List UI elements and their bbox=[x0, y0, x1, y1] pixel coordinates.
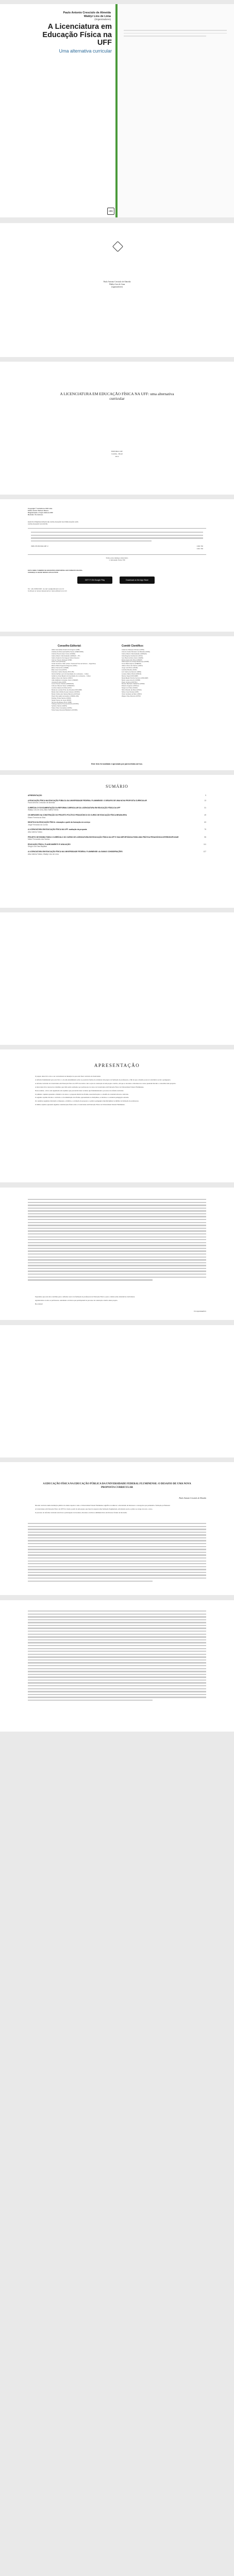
presentation-paragraph: Os capítulos seguintes discutem os impasses, a didática, a avaliação da proposta e a prática pedagógica interdisciplinar no âmbito da formação de professores. bbox=[35, 1100, 139, 1103]
toc-list bbox=[28, 794, 206, 858]
editorial-board-member: Solange Helena Ximenes-Rocha (UFOPA) bbox=[52, 703, 79, 705]
chapter-more-text bbox=[28, 1523, 206, 1583]
scientific-board-member: Wagner Wey Moreira (UFTM) bbox=[122, 694, 141, 697]
scientific-board-member: Victor Andrade de Melo (UFRJ) bbox=[122, 692, 142, 695]
title-page bbox=[0, 362, 234, 495]
copyright-editor: Editor-chefe: Railson Moura bbox=[28, 510, 49, 512]
editorial-board-member: Tadeu Oliver Gonçalves (UFPA) bbox=[52, 707, 72, 709]
toc-entry-author: Mário Fernandes dos Santos bbox=[28, 838, 50, 841]
chapter-heading: A EDUCAÇÃO FÍSICA NA EDUCAÇÃO PÚBLICA DA UNIVERSIDADE FEDERAL FLUMINENSE: O DESAFIO DE UMA NOVA PROPOSTA CURRICULAR bbox=[43, 1483, 191, 1489]
presentation-paragraph: O segundo capítulo discute o currículo e a documentação da reforma, apresentando as disciplinas, os núcleos e a estrutura pedagógica adotada. bbox=[35, 1096, 129, 1099]
catalog-cdu: CDU 796 bbox=[196, 548, 203, 550]
toc-heading: SUMÁRIO bbox=[106, 784, 128, 789]
scientific-board-list bbox=[122, 649, 189, 698]
scientific-board-member: Cyro Bezerra Reis Júnior (UERN) bbox=[122, 656, 143, 659]
editorial-board-member: Carlos Federico Dominguez Avila (Unieuro) bbox=[52, 656, 79, 659]
scientific-board-member: Sérgio Luiz Dias (UFAM) bbox=[122, 687, 138, 689]
scientific-board-member: Mario Lopes Amorim (UFRR) bbox=[122, 679, 141, 681]
scientific-board-member: Roberto Augusto (UFSCar) bbox=[122, 685, 139, 687]
toc-entry-title: A LICENCIATURA EM EDUCAÇÃO FÍSICA NA UNIVERSIDADE FEDERAL FLUMINENSE: ALGUMAS CONSIDERAÇÕES bbox=[28, 850, 123, 853]
editorial-board-member: Maria de Lourdes Pinto de Almeida (UNICAMP) bbox=[52, 689, 82, 691]
toc-entry[interactable] bbox=[28, 814, 206, 819]
chapter-page bbox=[0, 1462, 234, 1595]
scientific-board-member: Célia Regina Vendramini (UFSC) bbox=[122, 654, 143, 657]
editorial-board-member: Maria Cristina dos Santos Bezerra (UFSCar) bbox=[52, 692, 80, 695]
toc-entry-title: APRESENTAÇÃO bbox=[28, 794, 42, 796]
editorial-board-member: João Adalberto Campato Junior (UNESP) bbox=[52, 679, 78, 681]
cover-title: A Licenciatura em Educação Física na UFF bbox=[42, 23, 112, 47]
toc-entry-page: 13 bbox=[204, 799, 206, 802]
catalog-index: Índice para catálogo sistemático 1. Educação Física 796 bbox=[106, 557, 128, 561]
title-page-title: A LICENCIATURA EM EDUCAÇÃO FÍSICA NA UFF: uma alternativa curricular bbox=[60, 392, 174, 401]
editorial-board-member: Elizeu Clementino (UNEB) bbox=[52, 667, 69, 669]
catalog-cdd: CDD 796 bbox=[196, 545, 203, 547]
toc-entry-author: Alba Valéria Toledo; Waldyr Lins de Lima bbox=[28, 853, 59, 855]
scientific-board-heading: Comitê Científico: bbox=[122, 645, 144, 648]
toc-entry-author: Jorge Fernando da Cunha bbox=[28, 823, 48, 826]
editorial-board-member: Rodrigo Pratte-Santos (UFES) bbox=[52, 697, 71, 699]
editorial-board-heading: Conselho Editorial: bbox=[58, 645, 81, 648]
presentation-paragraph: A ideia deste livro nasceu dos trabalhos que vêm sendo realizados por professores do curso de Licenciatura em Educação Física da Universidade Federal Fluminense. bbox=[35, 1086, 144, 1088]
toc-entry[interactable] bbox=[28, 828, 206, 833]
catalog-isbn: ISBN 978-85-8042-987-3 bbox=[31, 545, 48, 547]
editorial-board-member: Antônio Pereira Gaio Júnior (UFRRJ) bbox=[52, 652, 76, 655]
publisher-contact: Tel.: (41) 3039-6418 - E-mail: sac@editoracrv.com.br Conheça os nossos lançamentos: www.editoracrv.com.br bbox=[28, 588, 67, 592]
scientific-board-member: Eloisa Aparecida Silva (UNESP) bbox=[122, 658, 142, 661]
scientific-board-member: Sidnei José Nicolau (USP) bbox=[122, 691, 139, 693]
publisher-logo: CRV bbox=[107, 208, 114, 215]
editorial-board-member: Josania Portela (UFPI) bbox=[52, 681, 66, 683]
title-page-publisher: EDITORA CRV bbox=[111, 450, 123, 452]
presentation-heading: APRESENTAÇÃO bbox=[94, 1063, 140, 1068]
editorial-board-member: Andréia da Silva Quintanilha Sousa (UNIR/UFRN) bbox=[52, 650, 84, 653]
title-page-year: 2014 bbox=[115, 455, 119, 457]
editorial-board-member: Gloria Fariñas León (Universidade de La Havana – Cuba) bbox=[52, 672, 89, 675]
cover-page bbox=[0, 4, 234, 217]
scientific-board-member: Maria Beatriz Rocha Ferreira (UNICAMP) bbox=[122, 676, 148, 679]
toc-entry[interactable] bbox=[28, 836, 206, 841]
presentation-closing bbox=[28, 1296, 206, 1307]
scientific-board-member: Anderson Marques Moraes (UFPE) bbox=[122, 649, 144, 651]
toc-entry[interactable] bbox=[28, 843, 206, 848]
toc-entry-page: 79 bbox=[204, 828, 206, 831]
toc-entry-title: A LICENCIATURA EM EDUCAÇÃO FÍSICA NA UFF: avaliação da proposta bbox=[28, 828, 87, 831]
editorial-board-member: Cesar Gerónimo Tello (Univer. Nacional Três de Febrero – Argentina) bbox=[52, 663, 96, 665]
scientific-board-member: Silvio Ricardo da Silva (UFMG) bbox=[122, 689, 142, 691]
catalog-heading: DADOS INTERNACIONAIS DE CATALOGAÇÃO NA PUBLICAÇÃO (CIP) CATALOGAÇÃO NA FONTE bbox=[28, 521, 79, 525]
toc-entry[interactable] bbox=[28, 821, 206, 826]
editorial-board-member: Lourdes Helena da Silva (UFV) bbox=[52, 687, 72, 689]
scientific-board-member: Ludmila Mourão (UFJF) bbox=[122, 669, 137, 671]
chapter-continued-page bbox=[0, 1600, 234, 1732]
editorial-board-member: Paulo Romualdo Hernandes (UNIFAL-MG) bbox=[52, 694, 79, 697]
editorial-board-member: Jailson Alves dos Santos (UFRJ) bbox=[52, 676, 73, 679]
toc-entry-title: EDUCAÇÃO FÍSICA, PLANEJAMENTO E AVALIAÇÃO bbox=[28, 843, 71, 845]
toc-entry-title: CURRÍCULO E DOCUMENTAÇÃO DA REFORMA CURRICULAR DA LICENCIATURA EM EDUCAÇÃO FÍSICA DA UFF bbox=[28, 806, 121, 809]
editorial-board-member: Tania Suely Azevedo Brasileiro (UFOPA) bbox=[52, 709, 78, 711]
presentation-paragraph: A reforma curricular da Licenciatura em Educação Física da UFF teve início com a ação de construção de um projeto coletivo, em que os docentes e discentes dos cursos puderam discutir e consolidar uma proposta. bbox=[35, 1082, 176, 1084]
editorial-board-member: Celso Conti (UFSCar) bbox=[52, 660, 66, 663]
catalog-box bbox=[28, 528, 206, 555]
copyright-rights: Copyright © da Editora CRV Ltda. bbox=[28, 507, 53, 510]
toc-entry-title: A EDUCAÇÃO FÍSICA NA EDUCAÇÃO PÚBLICA DA UNIVERSIDADE FEDERAL FLUMINENSE: O DESAFIO DE UMA NOVA PROPOSTA CURRICULAR bbox=[28, 799, 147, 802]
editorial-board-member: Maria Lília Imbiriba Sousa Colares (UFOPA) bbox=[52, 691, 80, 693]
toc-entry-title: OS IMPASSES NA CONSTRUÇÃO DO PROJETO POLÍTICO PEDAGÓGICO DO CURSO DE EDUCAÇÃO FÍSICA BRASILEIRA bbox=[28, 814, 127, 816]
editorial-board-member: Guillermo Arias Beatón (Universidade de La Havana – Cuba) bbox=[52, 674, 91, 677]
toc-entry-page: 95 bbox=[204, 836, 206, 838]
presentation-paragraph: O projeto deste livro veio a ser concretizado na intenção do que seria fazer currículo de licenciatura. bbox=[35, 1075, 101, 1077]
cover-role: (Organizadores) bbox=[94, 18, 111, 21]
editorial-board-member: Sydione Santos (UEPG) bbox=[52, 705, 68, 707]
toc-entry-author: Alba Valéria Toledo bbox=[28, 831, 43, 833]
editorial-board-member: Aldira Guimarães Duarte Domínguez (UNB) bbox=[52, 649, 80, 651]
title-page-city: Curitiba - Brasil bbox=[111, 453, 123, 455]
chapter-paragraph: O processo de reforma curricular envolveu a participação de docentes, discentes e técnicos administrativos em diversos fóruns de discussão. bbox=[35, 1511, 127, 1514]
scientific-board-member: Jorge Luis Ricon (UFAM) bbox=[122, 667, 138, 669]
editorial-board-list bbox=[52, 649, 119, 711]
presentation-body bbox=[28, 1075, 206, 1107]
scientific-board-member: Luiz Carlos de Alencar (UFPE) bbox=[122, 670, 142, 673]
app-store-badge[interactable]: Download on the App Store bbox=[120, 577, 155, 584]
toc-entry-title: PROJETO DE ENSINO PARA O CURRÍCULO DO CURSO DE LICENCIATURA EM EDUCAÇÃO FÍSICA DA UFF E SUA IMPORTÂNCIA PARA UMA PRÁTICA PEDAGÓGICA INTERDISCIPLINAR bbox=[28, 836, 179, 838]
editorial-board-member: Elione Maria Nogueira Diogenes (UFAL) bbox=[52, 665, 77, 667]
presentation-paragraph: O primeiro capítulo apresenta o histórico do curso e a proposta inicial da reforma, suas motivações e o desafio de construir um novo currículo. bbox=[35, 1093, 129, 1095]
toc-entry-page: 127 bbox=[203, 850, 206, 853]
presentation-closing-paragraph: Esperamos que esta obra contribua para a reflexão acerca da formação de professores de Educação Física e para o debate sobre alternativas curriculares. bbox=[35, 1296, 136, 1298]
toc-entry[interactable] bbox=[28, 851, 206, 855]
toc-entry-author: Sérgio Luiz Dias Baptista bbox=[28, 845, 47, 848]
toc-entry[interactable] bbox=[28, 800, 206, 804]
cover-subtitle: Uma alternativa curricular bbox=[59, 48, 112, 54]
copyright-revision: Revisão: Os Autores bbox=[28, 514, 43, 516]
cover-authors: Paulo Antonio Cresciulo de Almeida Waldyr Lins de Lima bbox=[63, 11, 111, 18]
scientific-board-member: Paulo Ventura (UNITAU) bbox=[122, 681, 138, 683]
chapter-paragraph: A Licenciatura em Educação Física da UFF foi criada a partir de um projeto que buscava superar uma formação fragmentada, articulando teoria e prática ao longo de todo o curso. bbox=[35, 1507, 153, 1510]
editorial-board-member: Carmen Tereza Velanga (UNIR) bbox=[52, 658, 72, 661]
editorial-board-member: Lídia de Oliveira Xavier (UNIEURO) bbox=[52, 685, 75, 687]
toc-entry-author: Waldyr Lins de Lima; Alba Valéria Toledo bbox=[28, 809, 59, 811]
half-title-role: (organizadores) bbox=[111, 286, 123, 288]
toc-entry-page: 31 bbox=[204, 806, 206, 809]
toc-entry-author: Paulo Antonio Cresciulo de Almeida bbox=[28, 802, 55, 804]
presentation-page bbox=[0, 1049, 234, 1182]
presentation-closing-paragraph: Boa leitura! bbox=[35, 1302, 43, 1305]
toc-entry-page: 111 bbox=[203, 843, 206, 845]
chapter-continued-text bbox=[28, 1611, 206, 1703]
copyright-layout: Diagramação e Capa: Editora CRV bbox=[28, 512, 53, 514]
editorial-board-member: Carlos Alberto Vilar Estêvão (UMINHO – PT) bbox=[52, 654, 80, 657]
cover-back-text bbox=[124, 30, 227, 123]
board-footer: Este livro foi avaliado e aprovado por pareceristas ad hoc. bbox=[91, 763, 143, 765]
presentation-paragraph: A reflexão fundamental para este livro é o de um entendimento sobre as possíveis formas de estruturar um projeto de formação de professores, a fim de que o mesmo possa ter relevância social e pedagógica. bbox=[35, 1078, 171, 1081]
toc-entry-page: 49 bbox=[204, 814, 206, 816]
scientific-board-member: Renato Machado Saldanha (UFSM) bbox=[122, 683, 145, 685]
presentation-paragraph: Neste sentido, o livro está organizado em capítulos que procuram trazer as ideias que fundamentaram o processo de reforma curricular. bbox=[35, 1089, 124, 1092]
blank-page bbox=[0, 912, 234, 1045]
scientific-board-member: Jailson Alves dos Santos (UFRJ) bbox=[122, 665, 143, 667]
scientific-board-member: Antonio Carlos Monteiro de Miranda (UFPE) bbox=[122, 650, 150, 653]
editorial-board-member: Sérgio Nunes de Jesus (IFRO) bbox=[52, 699, 72, 701]
half-title-authors: Paulo Antonio Cresciulo de Almeida Waldyr Lins de Lima bbox=[103, 281, 131, 285]
toc-entry-page: 63 bbox=[204, 821, 206, 824]
toc-entry-page: 9 bbox=[205, 794, 206, 796]
presentation-continued-page bbox=[0, 1188, 234, 1320]
editorial-board-member: Élsio José Corá (UFFS) bbox=[52, 669, 67, 671]
presentation-closing-paragraph: Agradecemos a todos os professores, estudantes e técnicos que participaram do processo de construção coletiva deste projeto. bbox=[35, 1299, 118, 1301]
scientific-board-member: Gilda Aquino de Araújo Mendonça (UFRR) bbox=[122, 660, 149, 663]
google-play-badge[interactable]: GET IT ON Google Play bbox=[77, 577, 112, 584]
presentation-continued-text bbox=[28, 1199, 206, 1282]
editorial-board-member: Simone Rodrigues Pinto (UNB) bbox=[52, 701, 72, 703]
blank-page-2 bbox=[0, 1325, 234, 1458]
scientific-board-member: Marcos Saad (UNICAMP) bbox=[122, 674, 139, 677]
copyright-page bbox=[0, 499, 234, 632]
half-title-page bbox=[0, 223, 234, 357]
toc-entry[interactable] bbox=[28, 807, 206, 811]
chapter-author: Paulo Antonio Cresciulo de Almeida bbox=[179, 1497, 206, 1499]
scientific-board-member: Carlos Alberto Vilar Estêvão (UMINHO) bbox=[122, 652, 147, 655]
law-notice: ESTA OBRA TAMBÉM SE ENCONTRA DISPONÍVEL EM FORMATO DIGITAL. CONHEÇA E BAIXE NOSSO APLICATIVO! bbox=[28, 569, 83, 573]
toc-page bbox=[0, 775, 234, 908]
half-title-logo bbox=[112, 241, 123, 252]
board-page bbox=[0, 636, 234, 770]
scientific-board-member: Luciane Maria Orbell (UFRGS) bbox=[122, 672, 142, 675]
toc-entry-author: Eliane Ferreira da Silva bbox=[28, 816, 46, 819]
editorial-board-member: Francisco Carlos Duarte (PUC-PR) bbox=[52, 670, 74, 673]
presentation-signature: Os organizadores bbox=[194, 1310, 206, 1312]
toc-entry[interactable] bbox=[28, 794, 206, 797]
presentation-paragraph: O último capítulo apresenta algumas considerações finais sobre a Licenciatura em Educação Física na Universidade Federal Fluminense. bbox=[35, 1104, 125, 1106]
chapter-body bbox=[28, 1504, 206, 1515]
editorial-board-member: Leonel Severo Rocha (UNISINOS) bbox=[52, 683, 74, 685]
toc-entry-title: DIDÁTICA DA EDUCAÇÃO FÍSICA: educação a partir da formação em serviço bbox=[28, 821, 90, 824]
chapter-paragraph: Discutir currículo numa instituição pública de ensino superior como a Universidade Federal Fluminense significa reconhecer a diversidade de interesses e concepções que permeiam a formação profissional. bbox=[35, 1504, 171, 1506]
scientific-board-member: Ivone Maria Aquino (UNEMAT) bbox=[122, 663, 142, 665]
